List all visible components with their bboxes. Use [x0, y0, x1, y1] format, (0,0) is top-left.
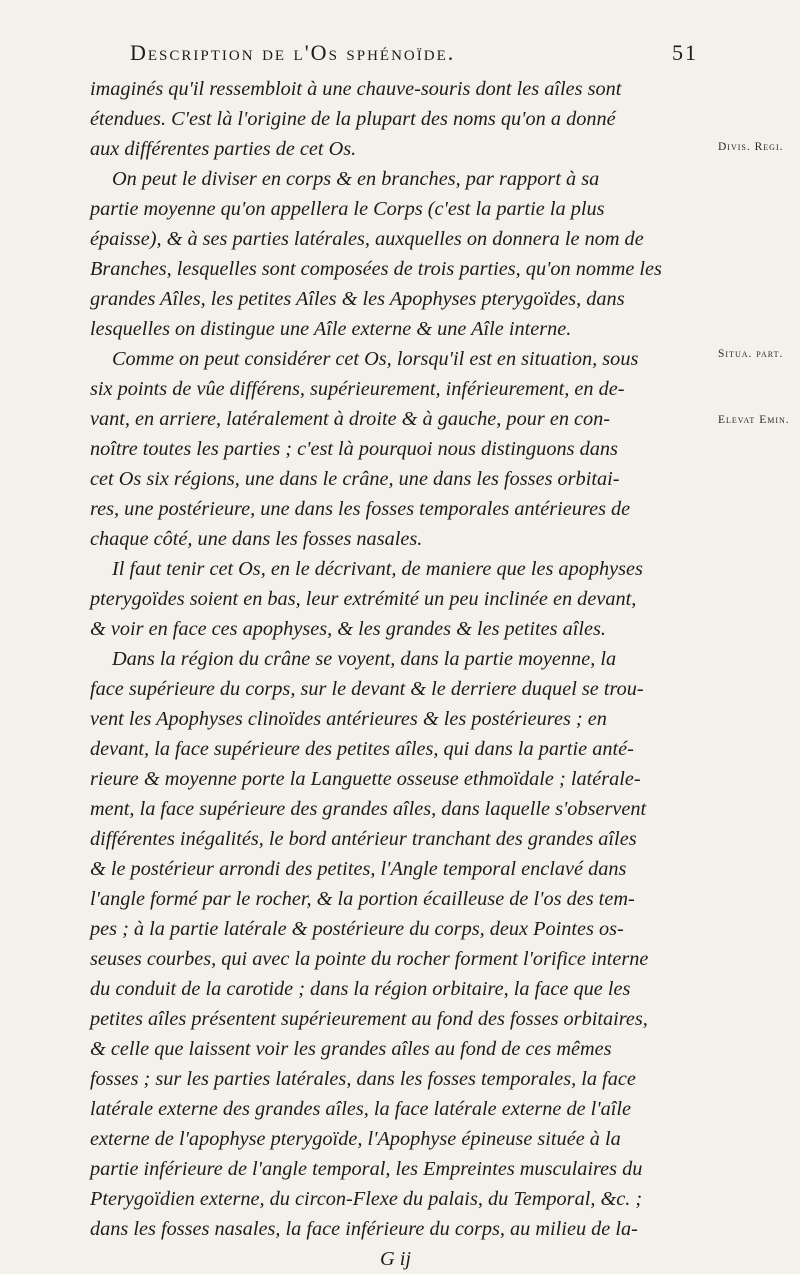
text-line: Pterygoïdien externe, du circon-Flexe du palais, du Temporal, &c. ;: [90, 1188, 643, 1210]
text-line: cet Os six régions, une dans le crâne, une dans les fosses orbitai-: [90, 468, 620, 490]
text-line: pterygoïdes soient en bas, leur extrémité un peu inclinée en devant,: [90, 588, 637, 610]
text-line: vent les Apophyses clinoïdes antérieures & les postérieures ; en: [90, 708, 607, 730]
margin-note-divis: Divis. Regi.: [718, 141, 784, 153]
margin-note-elevat: Elevat Emin.: [718, 414, 790, 426]
text-line: On peut le diviser en corps & en branches, par rapport à sa: [112, 168, 600, 190]
page-number: 51: [672, 40, 698, 65]
text-line: partie moyenne qu'on appellera le Corps (c'est la partie la plus: [90, 198, 605, 220]
text-line: partie inférieure de l'angle temporal, les Empreintes musculaires du: [90, 1158, 643, 1180]
text-line: imaginés qu'il ressembloit à une chauve-souris dont les aîles sont: [90, 78, 622, 100]
text-line: res, une postérieure, une dans les fosses temporales antérieures de: [90, 498, 631, 520]
text-line: & voir en face ces apophyses, & les grandes & les petites aîles.: [90, 618, 606, 640]
margin-note-situa: Situa. part.: [718, 348, 784, 360]
text-line: dans les fosses nasales, la face inférieure du corps, au milieu de la-: [90, 1218, 638, 1240]
running-header: [130, 40, 698, 74]
text-line: pes ; à la partie latérale & postérieure du corps, deux Pointes os-: [90, 918, 624, 940]
text-line: externe de l'apophyse pterygoïde, l'Apophyse épineuse située à la: [90, 1128, 621, 1150]
text-line: lesquelles on distingue une Aîle externe & une Aîle interne.: [90, 318, 572, 340]
text-line: six points de vûe différens, supérieurement, inférieurement, en de-: [90, 378, 625, 400]
text-line: ment, la face supérieure des grandes aîles, dans laquelle s'observent: [90, 798, 647, 820]
text-line: & le postérieur arrondi des petites, l'Angle temporal enclavé dans: [90, 858, 627, 880]
text-line: Branches, lesquelles sont composées de trois parties, qu'on nomme les: [90, 258, 662, 280]
text-line: noître toutes les parties ; c'est là pourquoi nous distinguons dans: [90, 438, 618, 460]
signature-mark: G ij: [380, 1248, 411, 1270]
text-line: & celle que laissent voir les grandes aîles au fond de ces mêmes: [90, 1038, 612, 1060]
text-line: face supérieure du corps, sur le devant & le derriere duquel se trou-: [90, 678, 644, 700]
body-text: [90, 74, 710, 1274]
text-line: Dans la région du crâne se voyent, dans la partie moyenne, la: [112, 648, 617, 670]
text-line: seuses courbes, qui avec la pointe du rocher forment l'orifice interne: [90, 948, 649, 970]
text-line: différentes inégalités, le bord antérieur tranchant des grandes aîles: [90, 828, 637, 850]
text-line: chaque côté, une dans les fosses nasales.: [90, 528, 423, 550]
text-line: grandes Aîles, les petites Aîles & les Apophyses pterygoïdes, dans: [90, 288, 625, 310]
running-title: Description de l'Os sphénoïde.: [130, 40, 456, 65]
text-line: latérale externe des grandes aîles, la face latérale externe de l'aîle: [90, 1098, 632, 1120]
text-line: rieure & moyenne porte la Languette osseuse ethmoïdale ; latérale-: [90, 768, 641, 790]
text-line: aux différentes parties de cet Os.: [90, 138, 357, 160]
text-line: Il faut tenir cet Os, en le décrivant, de maniere que les apophyses: [112, 558, 643, 580]
text-line: Comme on peut considérer cet Os, lorsqu'il est en situation, sous: [112, 348, 639, 370]
text-line: épaisse), & à ses parties latérales, auxquelles on donnera le nom de: [90, 228, 644, 250]
text-line: petites aîles présentent supérieurement au fond des fosses orbitaires,: [90, 1008, 648, 1030]
text-line: du conduit de la carotide ; dans la région orbitaire, la face que les: [90, 978, 631, 1000]
text-line: étendues. C'est là l'origine de la plupart des noms qu'on a donné: [90, 108, 616, 130]
text-line: l'angle formé par le rocher, & la portion écailleuse de l'os des tem-: [90, 888, 635, 910]
text-line: devant, la face supérieure des petites aîles, qui dans la partie anté-: [90, 738, 634, 760]
text-line: fosses ; sur les parties latérales, dans les fosses temporales, la face: [90, 1068, 636, 1090]
text-line: vant, en arriere, latéralement à droite & à gauche, pour en con-: [90, 408, 611, 430]
